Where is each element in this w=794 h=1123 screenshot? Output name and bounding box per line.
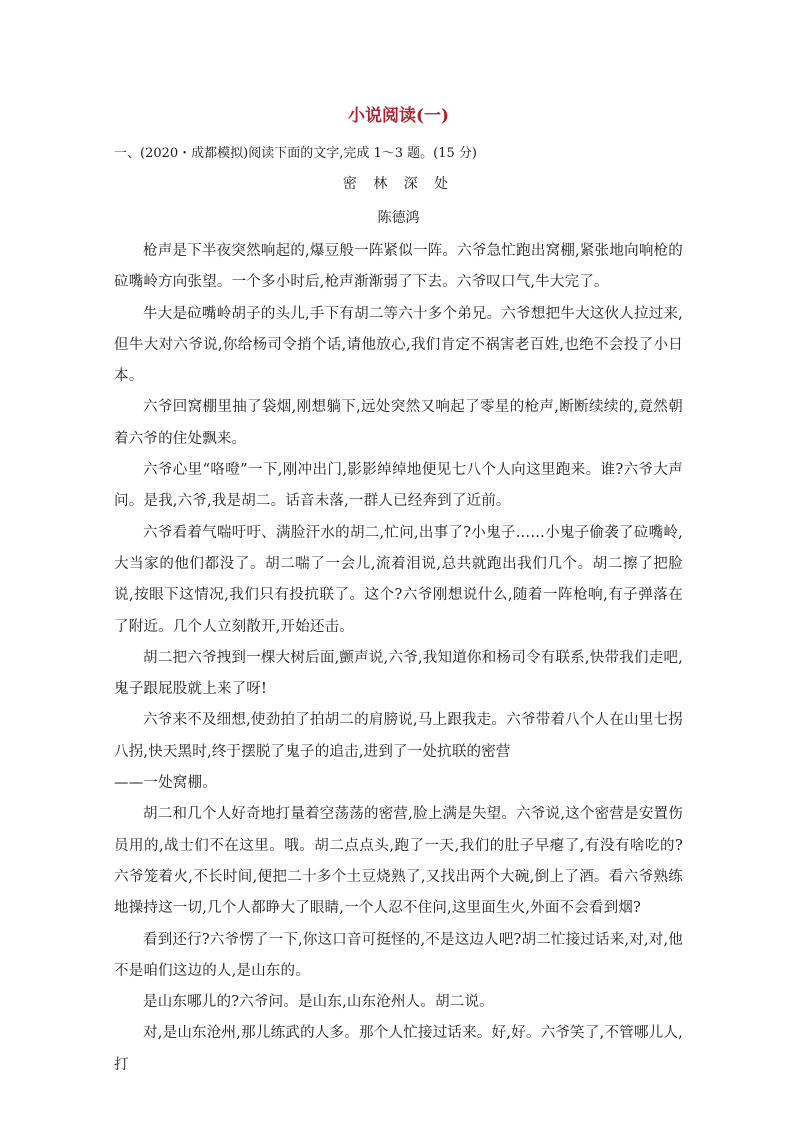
story-paragraph: 六爷看着气喘吁吁、满脸汗水的胡二,忙问,出事了?小鬼子……小鬼子偷袭了砬嘴岭,大当家的他们都没了。胡二喘了一会儿,流着泪说,总共就跑出我们几个。胡二擦了把脸说,按眼下这情况,我们只有投抗联了。这个?六爷刚想说什么,随着一阵枪响,有子弹落在了附近。几个人立刻散开,开始还击。	[114, 524, 683, 635]
story-paragraph: 枪声是下半夜突然响起的,爆豆般一阵紧似一阵。六爷急忙跑出窝棚,紧张地向响枪的砬嘴岭方向张望。一个多小时后,枪声渐渐弱了下去。六爷叹口气,牛大完了。	[114, 243, 683, 291]
story-paragraph: 是山东哪儿的?六爷问。是山东,山东沧州人。胡二说。	[143, 994, 494, 1011]
question-intro: 一、(2020・成都模拟)阅读下面的文字,完成 1～3 题。(15 分)	[114, 146, 477, 161]
story-paragraph: 六爷来不及细想,使劲拍了拍胡二的肩膀说,马上跟我走。六爷带着八个人在山里七拐八拐,快天黑时,终于摆脱了鬼子的追击,进到了一处抗联的密营	[114, 712, 683, 760]
story-paragraph: 看到还行?六爷愣了一下,你这口音可挺怪的,不是这边人吧?胡二忙接过话来,对,对,他不是咱们这边的人,是山东的。	[114, 931, 683, 979]
story-paragraph: 胡二和几个人好奇地打量着空荡荡的密营,脸上满是失望。六爷说,这个密营是安置伤员用的,战士们不在这里。哦。胡二点点头,跑了一天,我们的肚子早瘪了,有没有啥吃的?六爷笼着火,不长时间,便把二十多个土豆烧熟了,又找出两个大碗,倒上了酒。看六爷熟练地操持这一切,几个人都睁大了眼睛,一个人忍不住问,这里面生火,外面不会看到烟?	[114, 806, 683, 917]
story-paragraph: 六爷心里“咯噔”一下,刚冲出门,影影绰绰地便见七八个人向这里跑来。谁?六爷大声问。是我,六爷,我是胡二。话音未落,一群人已经奔到了近前。	[114, 462, 683, 510]
story-author: 陈德鸿	[377, 210, 420, 226]
story-body	[114, 236, 683, 1081]
page-title: 小说阅读(一)	[347, 106, 450, 126]
story-paragraph: 对,是山东沧州,那儿练武的人多。那个人忙接过话来。好,好。六爷笑了,不管哪儿人,打	[114, 1025, 683, 1073]
story-paragraph: ——一处窝棚。	[114, 775, 217, 792]
story-paragraph: 六爷回窝棚里抽了袋烟,刚想躺下,远处突然又响起了零星的枪声,断断续续的,竟然朝着六爷的住处飘来。	[114, 399, 683, 447]
story-title: 密 林 深 处	[342, 176, 455, 192]
story-paragraph: 胡二把六爷拽到一棵大树后面,颤声说,六爷,我知道你和杨司令有联系,快带我们走吧,鬼子跟屁股就上来了呀!	[114, 649, 683, 698]
story-paragraph: 牛大是砬嘴岭胡子的头儿,手下有胡二等六十多个弟兄。六爷想把牛大这伙人拉过来,但牛大对六爷说,你给杨司令捎个话,请他放心,我们肯定不祸害老百姓,也绝不会投了小日本。	[114, 305, 683, 385]
